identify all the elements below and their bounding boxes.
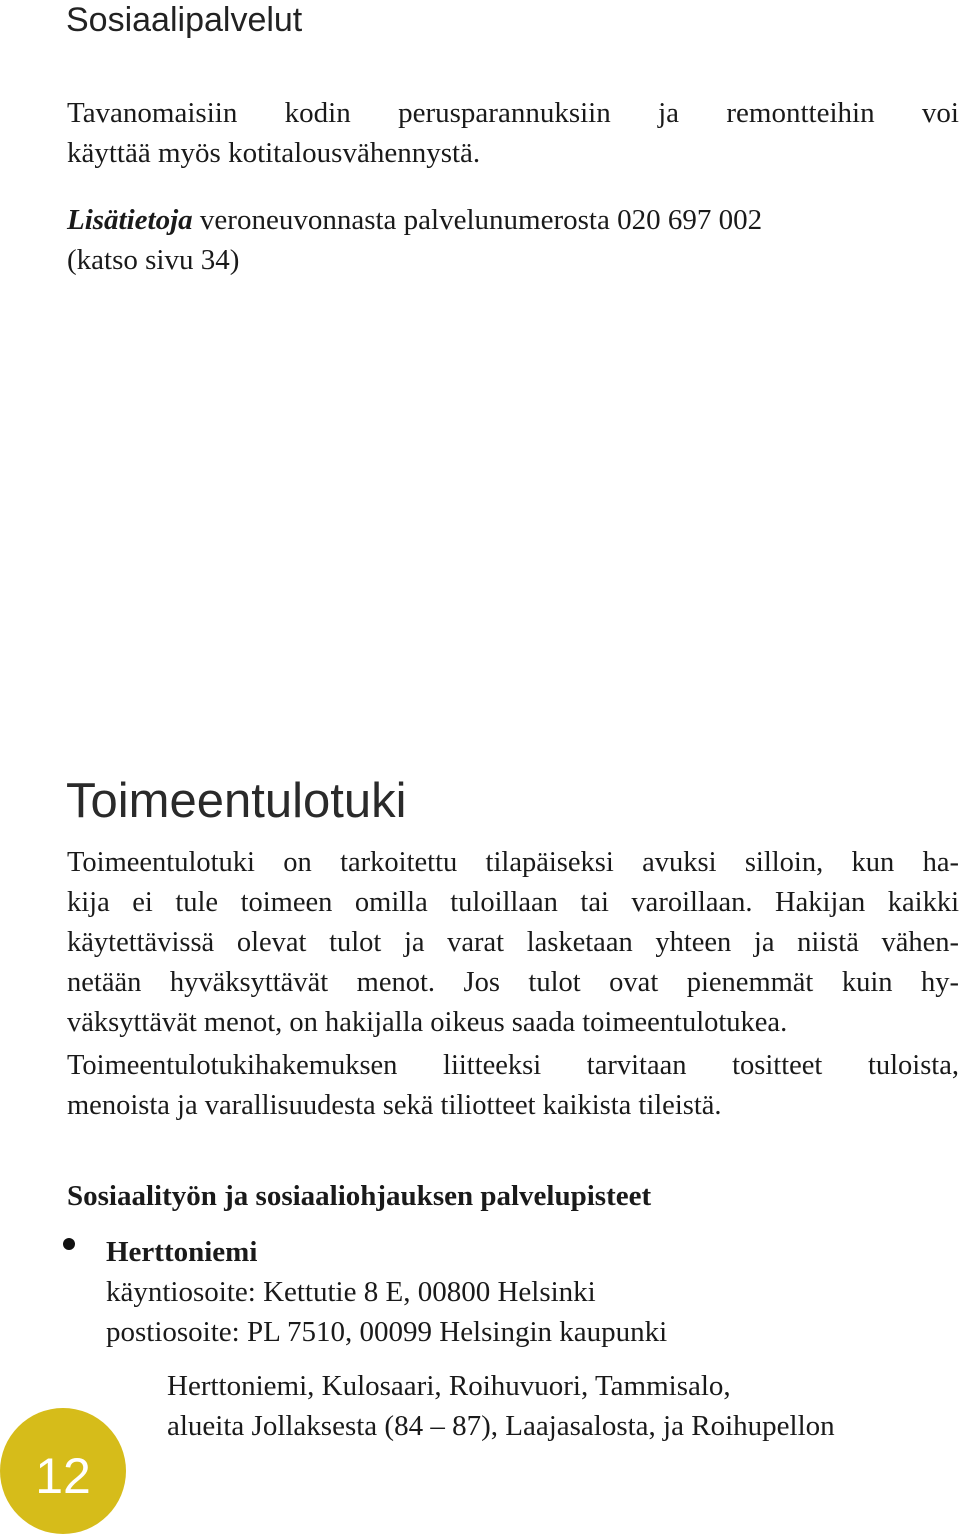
- text-line: Tavanomaisiin kodin perusparannuksiin ja remontteihin voi: [67, 97, 959, 129]
- description-paragraph: [67, 843, 959, 1043]
- text-line: käytettävissä olevat tulot ja varat lasketaan yhteen ja niistä vähen-: [67, 927, 959, 958]
- text-line: käyttää myös kotitalousvähennystä.: [67, 137, 481, 169]
- text-line: (katso sivu 34): [67, 244, 240, 276]
- bullet-icon: [63, 1238, 75, 1250]
- section-title: Toimeentulotuki: [66, 774, 407, 828]
- text-line: [67, 200, 959, 240]
- text-line: menoista ja varallisuudesta sekä tiliotteet kaikista tileistä.: [67, 1090, 722, 1121]
- text-line: alueita Jollaksesta (84 – 87), Laajasalosta, ja Roihupellon: [167, 1410, 835, 1442]
- intro-paragraph: [67, 93, 959, 173]
- text-line: Herttoniemi, Kulosaari, Roihuvuori, Tammisalo,: [167, 1370, 731, 1402]
- more-info-lead: Lisätietoja: [67, 204, 193, 236]
- page-number: 12: [35, 1448, 91, 1504]
- postal-address: postiosoite: PL 7510, 00099 Helsingin kaupunki: [106, 1316, 668, 1348]
- more-info-text: veroneuvonnasta palvelunumerosta 020 697 002: [192, 204, 763, 236]
- text-line: Toimeentulotukihakemuksen liitteeksi tarvitaan tositteet tuloista,: [67, 1050, 959, 1081]
- attachments-paragraph: [67, 1046, 959, 1126]
- office-entry: [106, 1232, 667, 1352]
- more-info-paragraph: [67, 200, 959, 280]
- service-areas: [167, 1366, 835, 1446]
- text-line: väksyttävät menot, on hakijalla oikeus saada toimeentulotukea.: [67, 1007, 788, 1038]
- office-name: Herttoniemi: [106, 1236, 258, 1268]
- text-line: Toimeentulotuki on tarkoitettu tilapäiseksi avuksi silloin, kun ha-: [67, 847, 959, 878]
- page-header: Sosiaalipalvelut: [66, 1, 303, 39]
- page-number-badge: [0, 1408, 126, 1534]
- text-line: netään hyväksyttävät menot. Jos tulot ovat pienemmät kuin hy-: [67, 967, 959, 998]
- visit-address: käyntiosoite: Kettutie 8 E, 00800 Helsinki: [106, 1276, 596, 1308]
- text-line: kija ei tule toimeen omilla tuloillaan tai varoillaan. Hakijan kaikki: [67, 887, 959, 918]
- service-points-heading: Sosiaalityön ja sosiaaliohjauksen palvelupisteet: [67, 1180, 652, 1212]
